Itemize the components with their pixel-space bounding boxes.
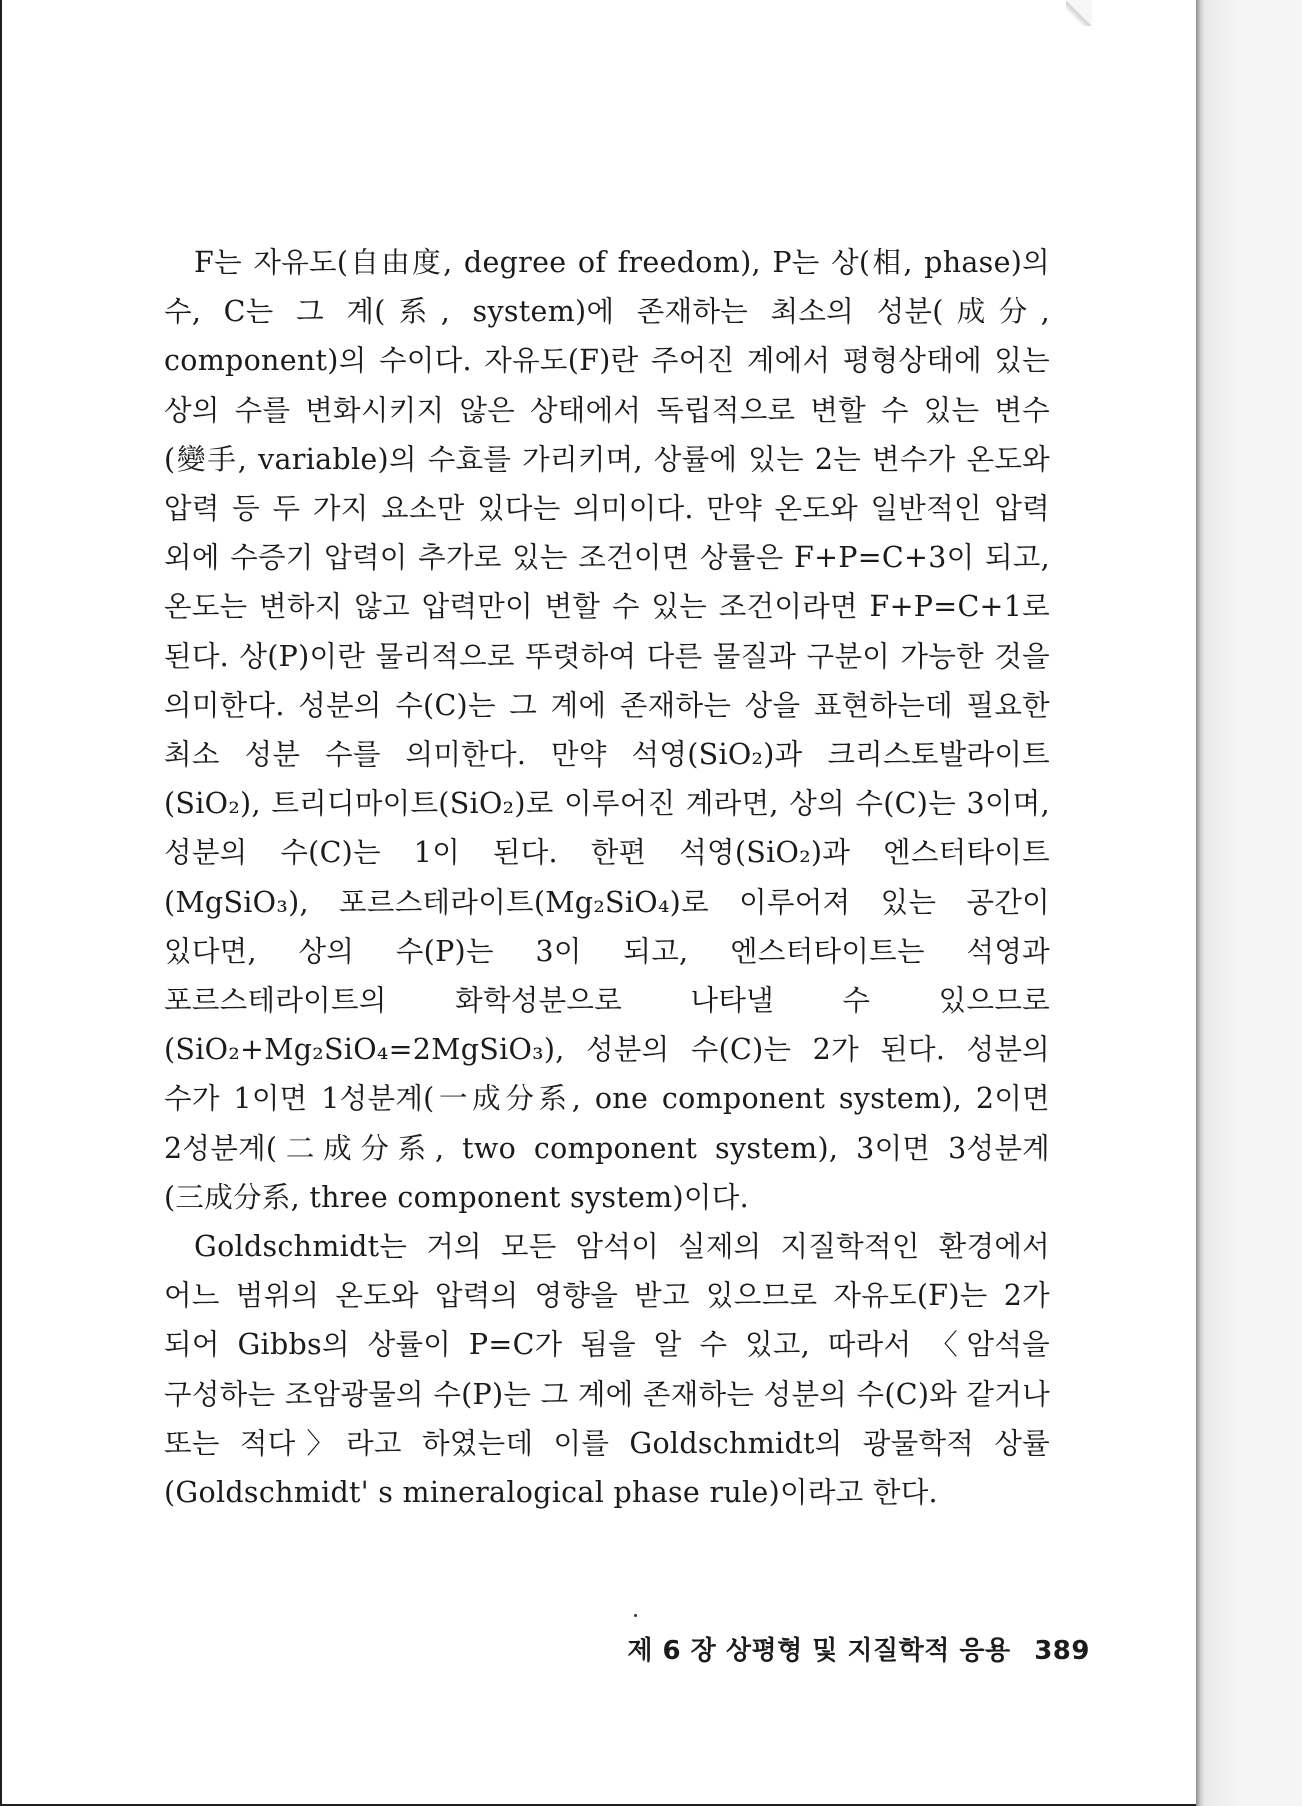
print-dot [634, 1614, 637, 1617]
paragraph-goldschmidt-rule: Goldschmidt는 거의 모든 암석이 실제의 지질학적인 환경에서 어느 범위의 온도와 압력의 영향을 받고 있으므로 자유도(F)는 2가 되어 Gibbs의 상률이 P=C가 됨을 알 수 있고, 따라서 〈암석을 구성하는 조암광물의 수(P)는 그 계에 존재하는 성분의 수(C)와 같거나 또는 적다〉라고 하였는데 이를 Goldschmidt의 광물학적 상률(Goldschmidt' s mineralogical phase rule)이라고 한다. [164, 1230, 1050, 1510]
page-corner-fold [1066, 0, 1092, 26]
chapter-title: 제 6 장 상평형 및 지질학적 응용 [627, 1636, 1011, 1666]
page-edge-shadow [1196, 0, 1206, 1806]
page-number: 389 [1034, 1636, 1090, 1666]
paragraph-phase-rule-definitions: F는 자유도(自由度, degree of freedom), P는 상(相, phase)의 수, C는 그 계(系, system)에 존재하는 최소의 성분(成分, component)의 수이다. 자유도(F)란 주어진 계에서 평형상태에 있는 상의 수를 변화시키지 않은 상태에서 독립적으로 변할 수 있는 변수(變手, variable)의 수효를 가리키며, 상률에 있는 2는 변수가 온도와 압력 등 두 가지 요소만 있다는 의미이다. 만약 온도와 일반적인 압력 외에 수증기 압력이 추가로 있는 조건이면 상률은 F+P=C+3이 되고, 온도는 변하지 않고 압력만이 변할 수 있는 조건이라면 F+P=C+1로 된다. 상(P)이란 물리적으로 뚜렷하여 다른 물질과 구분이 가능한 것을 의미한다. 성분의 수(C)는 그 계에 존재하는 상을 표현하는데 필요한 최소 성분 수를 의미한다. 만약 석영(SiO₂)과 크리스토발라이트(SiO₂), 트리디마이트(SiO₂)로 이루어진 계라면, 상의 수(C)는 3이며, 성분의 수(C)는 1이 된다. 한편 석영(SiO₂)과 엔스터타이트(MgSiO₃), 포르스테라이트(Mg₂SiO₄)로 이루어져 있는 공간이 있다면, 상의 수(P)는 3이 되고, 엔스터타이트는 석영과 포르스테라이트의 화학성분으로 나타낼 수 있으므로 (SiO₂+Mg₂SiO₄=2MgSiO₃), 성분의 수(C)는 2가 된다. 성분의 수가 1이면 1성분계(一成分系, one component system), 2이면 2성분계(二成分系, two component system), 3이면 3성분계(三成分系, three component system)이다. [164, 246, 1050, 1214]
body-text [164, 238, 1050, 1517]
running-footer [570, 1630, 1090, 1667]
